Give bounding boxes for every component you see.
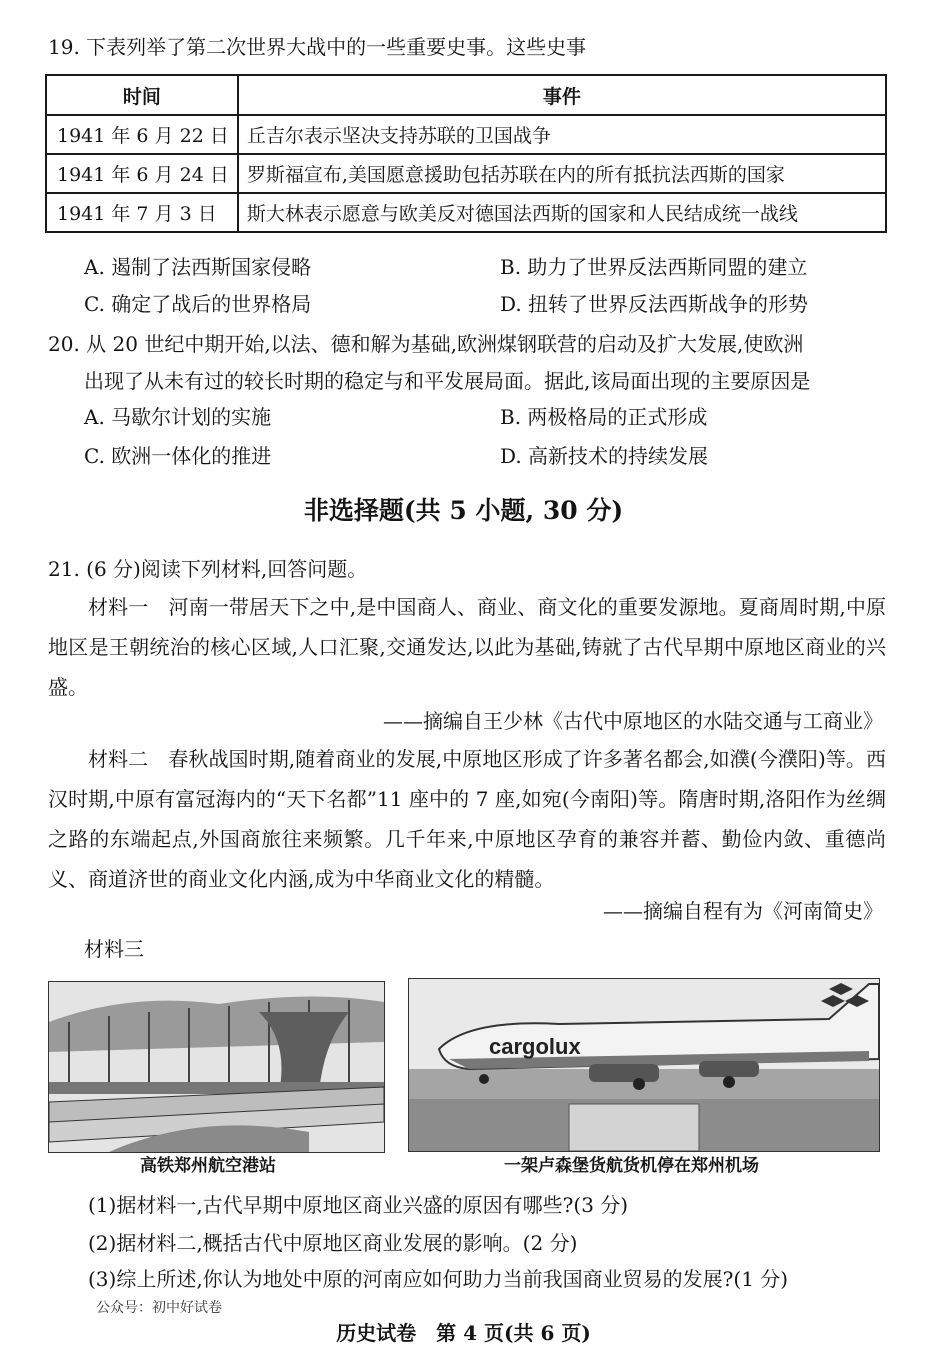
table-header-time: 时间 (46, 75, 238, 115)
page-footer: 历史试卷 第 4 页(共 6 页) (336, 1321, 591, 1345)
q20-option-c[interactable]: C. 欧洲一体化的推进 (84, 444, 272, 468)
q20-option-a[interactable]: A. 马歇尔计划的实施 (84, 405, 272, 429)
table-header-row (46, 75, 886, 115)
table-cell-event: 罗斯福宣布,美国愿意援助包括苏联在内的所有抵抗法西斯的国家 (238, 154, 886, 193)
table-cell-date: 1941 年 6 月 24 日 (46, 154, 238, 193)
q19-option-b[interactable]: B. 助力了世界反法西斯同盟的建立 (500, 255, 808, 279)
plane-logo: cargolux (489, 1034, 581, 1059)
photo-1-caption: 高铁郑州航空港站 (140, 1156, 276, 1176)
cargo-plane-illustration (409, 979, 879, 1151)
railway-station-illustration (49, 982, 384, 1152)
table-row (46, 193, 886, 232)
material-1: 材料一 河南一带居天下之中,是中国商人、商业、商文化的重要发源地。夏商周时期,中原地区是王朝统治的核心区域,人口汇聚,交通发达,以此为基础,铸就了古代早期中原地区商业的兴盛。 (48, 595, 886, 699)
q20-stem-line1: 20. 从 20 世纪中期开始,以法、德和解为基础,欧洲煤钢联营的启动及扩大发展,使欧洲 (48, 332, 804, 356)
q19-option-c[interactable]: C. 确定了战后的世界格局 (84, 292, 312, 316)
table-cell-date: 1941 年 7 月 3 日 (46, 193, 238, 232)
table-cell-date: 1941 年 6 月 22 日 (46, 115, 238, 154)
q19-stem: 19. 下表列举了第二次世界大战中的一些重要史事。这些史事 (48, 35, 587, 59)
photo-2-caption: 一架卢森堡货航货机停在郑州机场 (504, 1156, 759, 1176)
watermark-text: 公众号：初中好试卷 (96, 1300, 222, 1316)
material-2-source: ——摘编自程有为《河南简史》 (603, 899, 883, 923)
table-cell-event: 丘吉尔表示坚决支持苏联的卫国战争 (238, 115, 886, 154)
material-3-label: 材料三 (84, 937, 144, 961)
q20-option-d[interactable]: D. 高新技术的持续发展 (500, 444, 709, 468)
table-header-event: 事件 (238, 75, 886, 115)
material-2: 材料二 春秋战国时期,随着商业的发展,中原地区形成了许多著名都会,如濮(今濮阳)等。西汉时期,中原有富冠海内的“天下名都”11 座中的 7 座,如宛(今南阳)等。隋唐时期,洛阳作为丝绸之路的东端起点,外国商旅往来频繁。几千年来,中原地区孕育的兼容并蓄、勤俭内敛、重德尚义、商道济世的商业文化内涵,成为中华商业文化的精髓。 (48, 747, 886, 891)
section-title: 非选择题(共 5 小题, 30 分) (303, 496, 624, 525)
q21-stem: 21. (6 分)阅读下列材料,回答问题。 (48, 557, 368, 581)
photo-railway-station (48, 981, 385, 1153)
q19-option-d[interactable]: D. 扭转了世界反法西斯战争的形势 (500, 292, 809, 316)
q21-sub-3: (3)综上所述,你认为地处中原的河南应如何助力当前我国商业贸易的发展?(1 分) (88, 1267, 789, 1291)
q20-stem-line2: 出现了从未有过的较长时期的稳定与和平发展局面。据此,该局面出现的主要原因是 (84, 369, 811, 393)
table-cell-event: 斯大林表示愿意与欧美反对德国法西斯的国家和人民结成统一战线 (238, 193, 886, 232)
table-row (46, 154, 886, 193)
events-table (45, 74, 887, 233)
table-row (46, 115, 886, 154)
q21-sub-1: (1)据材料一,古代早期中原地区商业兴盛的原因有哪些?(3 分) (88, 1193, 629, 1217)
q19-option-a[interactable]: A. 遏制了法西斯国家侵略 (84, 255, 312, 279)
material-1-source: ——摘编自王少林《古代中原地区的水陆交通与工商业》 (383, 709, 883, 733)
photo-cargo-plane (408, 978, 880, 1152)
q20-option-b[interactable]: B. 两极格局的正式形成 (500, 405, 708, 429)
q21-sub-2: (2)据材料二,概括古代中原地区商业发展的影响。(2 分) (88, 1231, 578, 1255)
